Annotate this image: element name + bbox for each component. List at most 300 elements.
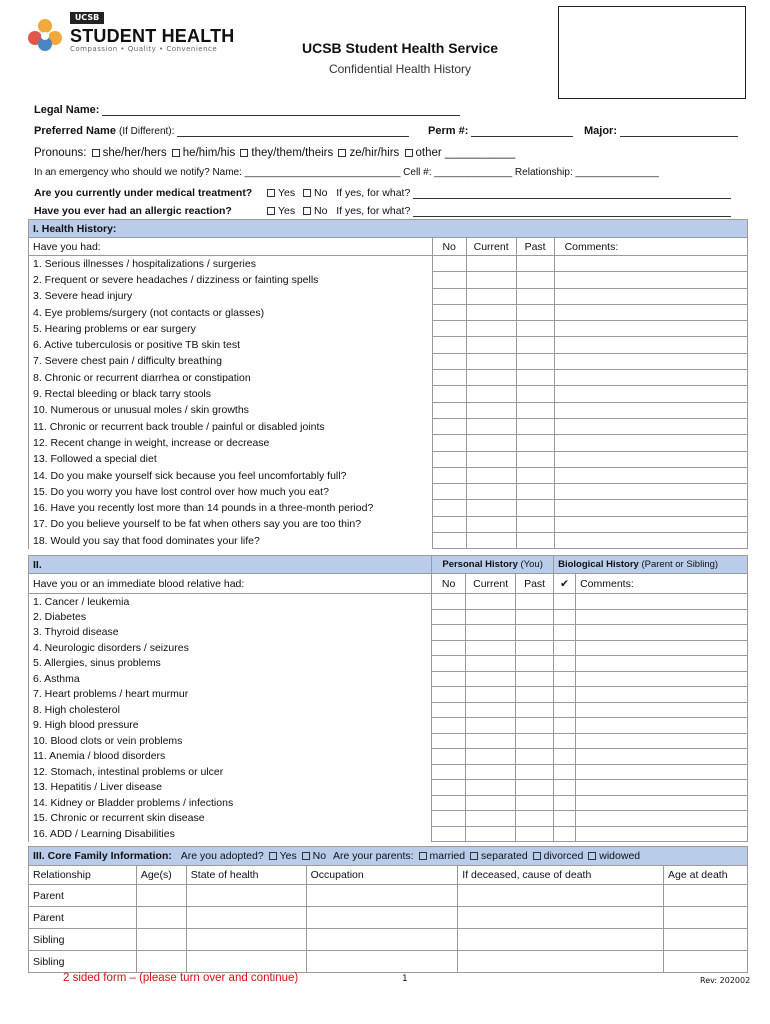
current-cell[interactable] <box>466 702 516 718</box>
table-row <box>29 402 748 418</box>
yes-checkbox[interactable] <box>267 189 275 197</box>
health-cell[interactable] <box>186 885 306 907</box>
past-cell[interactable] <box>516 795 554 811</box>
current-cell[interactable] <box>466 764 516 780</box>
age-cell[interactable] <box>136 951 186 973</box>
bio-check-cell[interactable] <box>554 811 576 827</box>
current-cell[interactable] <box>466 826 516 842</box>
legal-name-row <box>34 104 460 116</box>
no-cell[interactable] <box>432 780 466 796</box>
health-cell[interactable] <box>186 951 306 973</box>
brand-tagline: Compassion • Quality • Convenience <box>70 45 218 53</box>
table-row <box>29 811 748 827</box>
occupation-cell[interactable] <box>306 885 458 907</box>
no-cell[interactable] <box>432 640 466 656</box>
age-at-death-cell[interactable] <box>664 929 748 951</box>
table-row <box>29 467 748 483</box>
allergy-options <box>265 205 731 217</box>
yes-label: Yes <box>279 850 297 862</box>
column-header: Age(s) <box>136 866 186 885</box>
section-header <box>29 847 748 866</box>
past-cell[interactable] <box>516 288 554 304</box>
no-checkbox[interactable] <box>303 189 311 197</box>
bio-history-note: (Parent or Sibling) <box>641 559 719 570</box>
condition-label: 11. Anemia / blood disorders <box>29 749 432 765</box>
current-cell[interactable] <box>466 256 516 272</box>
past-cell[interactable] <box>516 764 554 780</box>
table-row <box>29 484 748 500</box>
table-row <box>29 780 748 796</box>
comments-cell[interactable] <box>576 671 748 687</box>
pronoun-checkbox[interactable] <box>240 149 248 157</box>
no-cell[interactable] <box>432 702 466 718</box>
current-cell[interactable] <box>466 671 516 687</box>
condition-label: 15. Chronic or recurrent skin disease <box>29 811 432 827</box>
comments-cell[interactable] <box>554 370 747 386</box>
have-you-had-label: Have you had: <box>29 238 433 256</box>
relationship-label: Parent <box>29 885 137 907</box>
current-cell[interactable] <box>466 435 516 451</box>
no-cell[interactable] <box>432 386 466 402</box>
major-row <box>584 125 738 137</box>
comments-cell[interactable] <box>554 418 747 434</box>
comments-cell[interactable] <box>554 386 747 402</box>
age-at-death-cell[interactable] <box>664 907 748 929</box>
parent-status-checkbox[interactable] <box>533 852 541 860</box>
current-cell[interactable] <box>466 451 516 467</box>
past-cell[interactable] <box>516 484 554 500</box>
bio-check-cell[interactable] <box>554 749 576 765</box>
cause-cell[interactable] <box>458 951 664 973</box>
past-cell[interactable] <box>516 733 554 749</box>
no-cell[interactable] <box>432 321 466 337</box>
past-cell[interactable] <box>516 272 554 288</box>
no-cell[interactable] <box>432 370 466 386</box>
past-cell[interactable] <box>516 594 554 610</box>
pronoun-option: she/her/hers <box>102 147 167 159</box>
pronoun-checkbox[interactable] <box>405 149 413 157</box>
past-cell[interactable] <box>516 321 554 337</box>
table-row <box>29 304 748 320</box>
current-cell[interactable] <box>466 795 516 811</box>
past-cell[interactable] <box>516 435 554 451</box>
pronouns-label: Pronouns: <box>34 147 87 159</box>
comments-cell[interactable] <box>554 516 747 532</box>
current-cell[interactable] <box>466 516 516 532</box>
past-cell[interactable] <box>516 826 554 842</box>
bio-check-cell[interactable] <box>554 795 576 811</box>
no-label: No <box>312 850 327 862</box>
past-cell[interactable] <box>516 467 554 483</box>
bio-check-cell[interactable] <box>554 718 576 734</box>
column-header-row <box>29 574 748 594</box>
comments-cell[interactable] <box>576 826 748 842</box>
past-cell[interactable] <box>516 811 554 827</box>
no-cell[interactable] <box>432 718 466 734</box>
comments-cell[interactable] <box>576 718 748 734</box>
emergency-contact-row[interactable]: In an emergency who should we notify? Name: ____________________________ Cell #: ______________ Relationship: _______________ <box>34 167 659 178</box>
past-cell[interactable] <box>516 386 554 402</box>
table-row <box>29 451 748 467</box>
no-cell[interactable] <box>432 609 466 625</box>
allergy-row <box>34 205 232 217</box>
condition-label: 16. Have you recently lost more than 14 pounds in a three-month period? <box>29 500 433 516</box>
table-row <box>29 370 748 386</box>
parent-status-checkbox[interactable] <box>419 852 427 860</box>
past-cell[interactable] <box>516 451 554 467</box>
current-cell[interactable] <box>466 288 516 304</box>
no-cell[interactable] <box>432 256 466 272</box>
bio-history-label: Biological History <box>558 559 639 570</box>
parent-status-option: married <box>429 850 466 862</box>
table-row <box>29 272 748 288</box>
table-row <box>29 500 748 516</box>
condition-label: 15. Do you worry you have lost control over how much you eat? <box>29 484 433 500</box>
column-header: Past <box>516 574 554 594</box>
table-row <box>29 625 748 641</box>
past-cell[interactable] <box>516 780 554 796</box>
table-row <box>29 951 748 973</box>
pronoun-option: he/him/his <box>182 147 236 159</box>
no-cell[interactable] <box>432 656 466 672</box>
comments-cell[interactable] <box>554 484 747 500</box>
past-cell[interactable] <box>516 702 554 718</box>
parents-question: Are your parents: <box>333 850 414 862</box>
condition-label: 9. High blood pressure <box>29 718 432 734</box>
pronoun-option: other ___________ <box>415 147 516 159</box>
pronoun-checkbox[interactable] <box>338 149 346 157</box>
column-header-row <box>29 238 748 256</box>
yes-checkbox[interactable] <box>269 852 277 860</box>
condition-label: 4. Neurologic disorders / seizures <box>29 640 432 656</box>
section-title <box>29 847 748 866</box>
condition-label: 12. Recent change in weight, increase or decrease <box>29 435 433 451</box>
comments-cell[interactable] <box>554 321 747 337</box>
condition-label: 10. Numerous or unusual moles / skin growths <box>29 402 433 418</box>
no-label: No <box>313 205 328 217</box>
no-cell[interactable] <box>432 749 466 765</box>
treatment-options <box>265 187 731 199</box>
condition-label: 6. Asthma <box>29 671 432 687</box>
current-cell[interactable] <box>466 402 516 418</box>
parent-status-checkbox[interactable] <box>470 852 478 860</box>
age-cell[interactable] <box>136 929 186 951</box>
preferred-name-field[interactable] <box>177 126 409 137</box>
no-label: No <box>313 187 328 199</box>
table-row <box>29 640 748 656</box>
age-at-death-cell[interactable] <box>664 885 748 907</box>
current-cell[interactable] <box>466 500 516 516</box>
ucsb-badge: UCSB <box>70 12 104 24</box>
page-title: UCSB Student Health Service <box>301 40 499 56</box>
family-history-table <box>28 555 748 842</box>
past-cell[interactable] <box>516 609 554 625</box>
condition-label: 7. Severe chest pain / difficulty breathing <box>29 353 433 369</box>
table-row <box>29 764 748 780</box>
comments-cell[interactable] <box>576 609 748 625</box>
current-cell[interactable] <box>466 780 516 796</box>
cause-cell[interactable] <box>458 885 664 907</box>
past-cell[interactable] <box>516 337 554 353</box>
current-cell[interactable] <box>466 386 516 402</box>
condition-label: 8. High cholesterol <box>29 702 432 718</box>
past-cell[interactable] <box>516 353 554 369</box>
past-cell[interactable] <box>516 749 554 765</box>
comments-cell[interactable] <box>554 435 747 451</box>
condition-label: 4. Eye problems/surgery (not contacts or glasses) <box>29 304 433 320</box>
current-cell[interactable] <box>466 656 516 672</box>
condition-label: 18. Would you say that food dominates your life? <box>29 533 433 549</box>
column-header: Comments: <box>576 574 748 594</box>
current-cell[interactable] <box>466 718 516 734</box>
no-cell[interactable] <box>432 467 466 483</box>
no-checkbox[interactable] <box>302 852 310 860</box>
condition-label: 7. Heart problems / heart murmur <box>29 687 432 703</box>
cause-cell[interactable] <box>458 907 664 929</box>
current-cell[interactable] <box>466 353 516 369</box>
past-cell[interactable] <box>516 516 554 532</box>
bio-check-cell[interactable] <box>554 826 576 842</box>
current-cell[interactable] <box>466 337 516 353</box>
past-cell[interactable] <box>516 625 554 641</box>
age-at-death-cell[interactable] <box>664 951 748 973</box>
no-checkbox[interactable] <box>303 207 311 215</box>
revision: Rev: 202002 <box>700 976 751 985</box>
no-cell[interactable] <box>432 272 466 288</box>
current-cell[interactable] <box>466 749 516 765</box>
no-cell[interactable] <box>432 811 466 827</box>
allergy-details-field[interactable] <box>413 207 731 217</box>
no-cell[interactable] <box>432 500 466 516</box>
no-cell[interactable] <box>432 451 466 467</box>
condition-label: 16. ADD / Learning Disabilities <box>29 826 432 842</box>
column-header: No <box>432 238 466 256</box>
table-row <box>29 533 748 549</box>
pronoun-checkbox[interactable] <box>172 149 180 157</box>
past-cell[interactable] <box>516 640 554 656</box>
comments-cell[interactable] <box>554 337 747 353</box>
core-family-table <box>28 846 748 973</box>
bio-check-cell[interactable] <box>554 733 576 749</box>
yes-label: Yes <box>278 187 296 199</box>
current-cell[interactable] <box>466 609 516 625</box>
condition-label: 11. Chronic or recurrent back trouble / painful or disabled joints <box>29 418 433 434</box>
past-cell[interactable] <box>516 370 554 386</box>
comments-cell[interactable] <box>554 288 747 304</box>
past-cell[interactable] <box>516 671 554 687</box>
column-header: State of health <box>186 866 306 885</box>
health-cell[interactable] <box>186 907 306 929</box>
condition-label: 8. Chronic or recurrent diarrhea or constipation <box>29 370 433 386</box>
past-cell[interactable] <box>516 718 554 734</box>
current-cell[interactable] <box>466 687 516 703</box>
no-cell[interactable] <box>432 435 466 451</box>
no-cell[interactable] <box>432 304 466 320</box>
no-cell[interactable] <box>432 625 466 641</box>
health-history-table <box>28 219 748 549</box>
current-cell[interactable] <box>466 321 516 337</box>
table-row <box>29 702 748 718</box>
comments-cell[interactable] <box>554 533 747 549</box>
past-cell[interactable] <box>516 304 554 320</box>
current-cell[interactable] <box>466 304 516 320</box>
condition-label: 3. Severe head injury <box>29 288 433 304</box>
current-cell[interactable] <box>466 533 516 549</box>
page-subtitle: Confidential Health History <box>328 62 472 76</box>
past-cell[interactable] <box>516 687 554 703</box>
comments-cell[interactable] <box>576 733 748 749</box>
condition-label: 13. Hepatitis / Liver disease <box>29 780 432 796</box>
current-cell[interactable] <box>466 811 516 827</box>
pronoun-checkbox[interactable] <box>92 149 100 157</box>
photo-box <box>558 6 746 99</box>
table-row <box>29 609 748 625</box>
current-cell[interactable] <box>466 484 516 500</box>
comments-cell[interactable] <box>576 702 748 718</box>
no-cell[interactable] <box>432 288 466 304</box>
age-cell[interactable] <box>136 907 186 929</box>
bio-check-cell[interactable] <box>554 764 576 780</box>
section-title: I. Health History: <box>29 220 748 238</box>
adopted-question: Are you adopted? <box>180 850 264 862</box>
bio-check-cell[interactable] <box>554 609 576 625</box>
comments-cell[interactable] <box>554 304 747 320</box>
table-row <box>29 733 748 749</box>
no-cell[interactable] <box>432 671 466 687</box>
comments-cell[interactable] <box>576 656 748 672</box>
table-row <box>29 718 748 734</box>
past-cell[interactable] <box>516 418 554 434</box>
section-header <box>29 556 748 574</box>
comments-cell[interactable] <box>554 500 747 516</box>
current-cell[interactable] <box>466 370 516 386</box>
core-family-label: III. Core Family Information: <box>33 850 172 862</box>
condition-label: 5. Hearing problems or ear surgery <box>29 321 433 337</box>
bio-check-cell[interactable] <box>554 702 576 718</box>
condition-label: 6. Active tuberculosis or positive TB skin test <box>29 337 433 353</box>
comments-cell[interactable] <box>576 625 748 641</box>
bio-check-cell[interactable] <box>554 656 576 672</box>
comments-cell[interactable] <box>554 467 747 483</box>
parent-status-option: separated <box>481 850 528 862</box>
comments-cell[interactable] <box>576 640 748 656</box>
condition-label: 2. Frequent or severe headaches / dizziness or fainting spells <box>29 272 433 288</box>
age-cell[interactable] <box>136 885 186 907</box>
current-cell[interactable] <box>466 594 516 610</box>
bio-check-cell[interactable] <box>554 687 576 703</box>
no-cell[interactable] <box>432 353 466 369</box>
comments-cell[interactable] <box>576 764 748 780</box>
condition-label: 14. Kidney or Bladder problems / infections <box>29 795 432 811</box>
parent-status-option: divorced <box>543 850 584 862</box>
no-cell[interactable] <box>432 687 466 703</box>
yes-label: Yes <box>278 205 296 217</box>
table-row <box>29 337 748 353</box>
table-row <box>29 826 748 842</box>
comments-cell[interactable] <box>554 402 747 418</box>
perm-field[interactable] <box>471 126 573 137</box>
personal-history-note: (You) <box>520 559 543 570</box>
table-row <box>29 321 748 337</box>
health-cell[interactable] <box>186 929 306 951</box>
condition-label: 14. Do you make yourself sick because you feel uncomfortably full? <box>29 467 433 483</box>
occupation-cell[interactable] <box>306 951 458 973</box>
comments-cell[interactable] <box>576 795 748 811</box>
current-cell[interactable] <box>466 272 516 288</box>
bio-check-cell[interactable] <box>554 625 576 641</box>
check-icon: ✔ <box>554 574 576 594</box>
occupation-cell[interactable] <box>306 929 458 951</box>
comments-cell[interactable] <box>576 811 748 827</box>
past-cell[interactable] <box>516 256 554 272</box>
comments-cell[interactable] <box>576 687 748 703</box>
treatment-details-field[interactable] <box>413 189 731 199</box>
past-cell[interactable] <box>516 402 554 418</box>
bio-check-cell[interactable] <box>554 780 576 796</box>
perm-row <box>428 125 573 137</box>
current-cell[interactable] <box>466 467 516 483</box>
no-cell[interactable] <box>432 418 466 434</box>
no-cell[interactable] <box>432 516 466 532</box>
column-header-row <box>29 866 748 885</box>
no-cell[interactable] <box>432 484 466 500</box>
cause-cell[interactable] <box>458 929 664 951</box>
no-cell[interactable] <box>432 402 466 418</box>
no-cell[interactable] <box>432 337 466 353</box>
comments-cell[interactable] <box>554 272 747 288</box>
no-cell[interactable] <box>432 533 466 549</box>
table-row <box>29 516 748 532</box>
comments-cell[interactable] <box>576 594 748 610</box>
relationship-label: Parent <box>29 907 137 929</box>
comments-cell[interactable] <box>554 353 747 369</box>
no-cell[interactable] <box>432 733 466 749</box>
past-cell[interactable] <box>516 533 554 549</box>
preferred-name-label: Preferred Name <box>34 125 116 137</box>
no-cell[interactable] <box>432 594 466 610</box>
table-row <box>29 795 748 811</box>
no-cell[interactable] <box>432 795 466 811</box>
major-field[interactable] <box>620 126 738 137</box>
current-cell[interactable] <box>466 733 516 749</box>
current-cell[interactable] <box>466 640 516 656</box>
table-row <box>29 749 748 765</box>
legal-name-label: Legal Name: <box>34 104 100 116</box>
current-cell[interactable] <box>466 418 516 434</box>
legal-name-field[interactable] <box>102 105 460 116</box>
condition-label: 10. Blood clots or vein problems <box>29 733 432 749</box>
parent-status-checkbox[interactable] <box>588 852 596 860</box>
yes-checkbox[interactable] <box>267 207 275 215</box>
bio-check-cell[interactable] <box>554 640 576 656</box>
past-cell[interactable] <box>516 500 554 516</box>
table-row <box>29 929 748 951</box>
current-cell[interactable] <box>466 625 516 641</box>
no-cell[interactable] <box>432 826 466 842</box>
bio-history-header <box>554 556 748 574</box>
bio-check-cell[interactable] <box>554 671 576 687</box>
comments-cell[interactable] <box>576 749 748 765</box>
past-cell[interactable] <box>516 656 554 672</box>
comments-cell[interactable] <box>576 780 748 796</box>
no-cell[interactable] <box>432 764 466 780</box>
comments-cell[interactable] <box>554 256 747 272</box>
bio-check-cell[interactable] <box>554 594 576 610</box>
column-header: Occupation <box>306 866 458 885</box>
comments-cell[interactable] <box>554 451 747 467</box>
table-row <box>29 656 748 672</box>
occupation-cell[interactable] <box>306 907 458 929</box>
